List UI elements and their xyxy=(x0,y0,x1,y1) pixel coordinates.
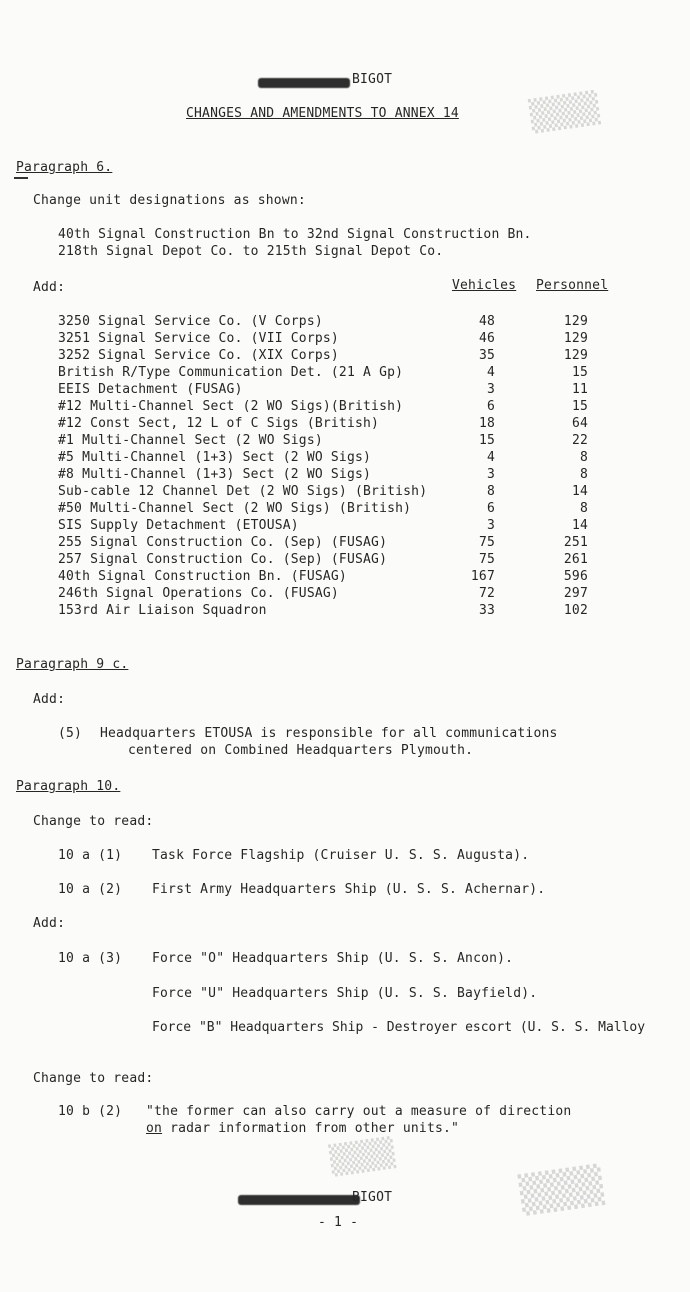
paragraph-10-final-line-1: "the former can also carry out a measure of direction xyxy=(146,1104,572,1119)
unit-name: 246th Signal Operations Co. (FUSAG) xyxy=(58,586,339,601)
paragraph-10-add-item: Force "B" Headquarters Ship - Destroyer escort (U. S. S. Malloy xyxy=(152,1020,646,1035)
unit-personnel: 14 xyxy=(571,518,588,533)
unit-name: SIS Supply Detachment (ETOUSA) xyxy=(58,518,299,533)
unit-vehicles: 46 xyxy=(478,331,495,346)
unit-vehicles: 18 xyxy=(478,416,495,431)
unit-name: 255 Signal Construction Co. (Sep) (FUSAG) xyxy=(58,535,388,550)
unit-name: 3251 Signal Service Co. (VII Corps) xyxy=(58,331,339,346)
final-line-2-rest: radar information from other units." xyxy=(162,1121,460,1136)
underlined-word: on xyxy=(146,1121,163,1136)
paragraph-10-change-label: Change to read: xyxy=(33,814,154,829)
paragraph-10-text: First Army Headquarters Ship (U. S. S. Achernar). xyxy=(152,882,546,897)
paragraph-9c-add-label: Add: xyxy=(33,692,66,707)
unit-name: 3252 Signal Service Co. (XIX Corps) xyxy=(58,348,339,363)
unit-name: 257 Signal Construction Co. (Sep) (FUSAG) xyxy=(58,552,388,567)
unit-name: 153rd Air Liaison Squadron xyxy=(58,603,267,618)
unit-name: 40th Signal Construction Bn. (FUSAG) xyxy=(58,569,347,584)
paragraph-10-add-item: Force "U" Headquarters Ship (U. S. S. Bayfield). xyxy=(152,986,538,1001)
paragraph-9c-item-line-1: Headquarters ETOUSA is responsible for all communications xyxy=(100,726,558,741)
unit-personnel: 11 xyxy=(571,382,588,397)
unit-name: British R/Type Communication Det. (21 A Gp) xyxy=(58,365,404,380)
unit-vehicles: 4 xyxy=(486,450,495,465)
paragraph-10-change-label-2: Change to read: xyxy=(33,1071,154,1086)
unit-personnel: 129 xyxy=(563,331,588,346)
unit-vehicles: 35 xyxy=(478,348,495,363)
unit-vehicles: 3 xyxy=(486,382,495,397)
redaction-mark xyxy=(258,78,350,88)
unit-personnel: 596 xyxy=(563,569,588,584)
unit-personnel: 251 xyxy=(563,535,588,550)
unit-vehicles: 6 xyxy=(486,501,495,516)
unit-name: #50 Multi-Channel Sect (2 WO Sigs) (British) xyxy=(58,501,412,516)
document-title: CHANGES AND AMENDMENTS TO ANNEX 14 xyxy=(186,106,459,121)
unit-personnel: 15 xyxy=(571,365,588,380)
unit-personnel: 102 xyxy=(563,603,588,618)
unit-vehicles: 6 xyxy=(486,399,495,414)
unit-vehicles: 4 xyxy=(486,365,495,380)
unit-name: #1 Multi-Channel Sect (2 WO Sigs) xyxy=(58,433,323,448)
unit-personnel: 129 xyxy=(563,348,588,363)
unit-personnel: 261 xyxy=(563,552,588,567)
paragraph-10-ref: 10 a (2) xyxy=(58,882,123,897)
unit-name: 3250 Signal Service Co. (V Corps) xyxy=(58,314,323,329)
faded-stamp-bottom-right: ▒▒▒ xyxy=(517,1164,606,1217)
unit-vehicles: 167 xyxy=(470,569,495,584)
unit-personnel: 15 xyxy=(571,399,588,414)
unit-personnel: 64 xyxy=(571,416,588,431)
unit-vehicles: 15 xyxy=(478,433,495,448)
paragraph-10-final-line-2 xyxy=(146,1120,459,1137)
unit-name: Sub-cable 12 Channel Det (2 WO Sigs) (British) xyxy=(58,484,428,499)
unit-vehicles: 33 xyxy=(478,603,495,618)
paragraph-10-heading: Paragraph 10. xyxy=(16,779,121,794)
paragraph-9c-heading: Paragraph 9 c. xyxy=(16,657,129,672)
redaction-mark xyxy=(238,1195,360,1205)
paragraph-10-add-item: Force "O" Headquarters Ship (U. S. S. Ancon). xyxy=(152,951,514,966)
paragraph-10-final-ref: 10 b (2) xyxy=(58,1104,123,1119)
unit-vehicles: 3 xyxy=(486,518,495,533)
unit-personnel: 14 xyxy=(571,484,588,499)
unit-vehicles: 72 xyxy=(478,586,495,601)
paragraph-10-ref: 10 a (1) xyxy=(58,848,123,863)
add-label: Add: xyxy=(33,280,66,295)
designation-change-1: 40th Signal Construction Bn to 32nd Signal Construction Bn. xyxy=(58,227,532,242)
paragraph-6-intro: Change unit designations as shown: xyxy=(33,193,306,208)
unit-name: #8 Multi-Channel (1+3) Sect (2 WO Sigs) xyxy=(58,467,372,482)
classification-footer: BIGOT xyxy=(352,1190,393,1205)
paragraph-10-add-label: Add: xyxy=(33,916,66,931)
unit-personnel: 8 xyxy=(579,450,588,465)
paragraph-6-heading: Paragraph 6. xyxy=(16,160,113,175)
unit-personnel: 8 xyxy=(579,467,588,482)
unit-personnel: 22 xyxy=(571,433,588,448)
unit-vehicles: 8 xyxy=(486,484,495,499)
unit-name: #12 Const Sect, 12 L of C Sigs (British) xyxy=(58,416,380,431)
unit-vehicles: 75 xyxy=(478,552,495,567)
faded-stamp-top: ▒▒▒ xyxy=(527,90,602,135)
unit-personnel: 297 xyxy=(563,586,588,601)
unit-vehicles: 48 xyxy=(478,314,495,329)
paragraph-10-text: Task Force Flagship (Cruiser U. S. S. Augusta). xyxy=(152,848,530,863)
paragraph-9c-item-line-2: centered on Combined Headquarters Plymouth. xyxy=(128,743,474,758)
column-header-personnel: Personnel xyxy=(536,278,609,293)
paragraph-10-add-ref: 10 a (3) xyxy=(58,951,123,966)
page-number: - 1 - xyxy=(318,1215,359,1230)
unit-personnel: 129 xyxy=(563,314,588,329)
unit-vehicles: 75 xyxy=(478,535,495,550)
faded-stamp-bottom-left: ▒▒▒ xyxy=(328,1135,397,1178)
classification-header: BIGOT xyxy=(352,72,393,87)
paragraph-9c-item-number: (5) xyxy=(58,726,83,741)
unit-name: EEIS Detachment (FUSAG) xyxy=(58,382,243,397)
unit-name: #12 Multi-Channel Sect (2 WO Sigs)(British) xyxy=(58,399,404,414)
unit-vehicles: 3 xyxy=(486,467,495,482)
heading-rule xyxy=(14,177,28,179)
designation-change-2: 218th Signal Depot Co. to 215th Signal Depot Co. xyxy=(58,244,444,259)
unit-name: #5 Multi-Channel (1+3) Sect (2 WO Sigs) xyxy=(58,450,372,465)
unit-personnel: 8 xyxy=(579,501,588,516)
column-header-vehicles: Vehicles xyxy=(452,278,517,293)
